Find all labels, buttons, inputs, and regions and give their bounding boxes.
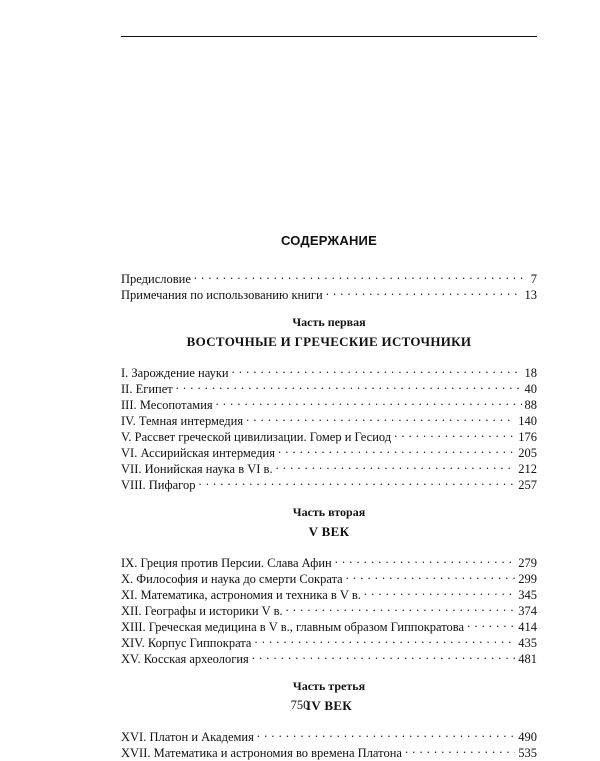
entry-label: VII. Ионийская наука в VI в. <box>121 462 273 476</box>
toc-entry <box>121 551 537 570</box>
entry-page: 88 <box>524 398 537 412</box>
entry-label: I. Зарождение науки <box>121 366 229 380</box>
entry-page: 481 <box>518 652 537 666</box>
entry-label: XV. Косская археология <box>121 652 249 666</box>
dot-leader <box>257 725 515 741</box>
entry-label: XIII. Греческая медицина в V в., главным образом Гиппократова <box>121 620 465 634</box>
entry-page: 374 <box>518 604 537 618</box>
entry-page: 279 <box>518 556 537 570</box>
top-rule <box>121 36 537 37</box>
part-caption: Часть третья <box>292 679 366 693</box>
dot-leader <box>346 567 516 583</box>
entry-page: 205 <box>518 446 537 460</box>
entry-page: 18 <box>524 366 537 380</box>
entry-page: 257 <box>518 478 537 492</box>
toc-title: СОДЕРЖАНИЕ <box>281 233 377 248</box>
dot-leader <box>405 741 515 757</box>
page-number: 750 <box>290 698 310 712</box>
entry-page: 435 <box>518 636 537 650</box>
dot-leader <box>232 361 522 377</box>
dot-leader <box>276 457 516 473</box>
entry-page: 299 <box>518 572 537 586</box>
entry-label: IV. Темная интермедия <box>121 414 244 428</box>
part-title: IV ВЕК <box>305 698 353 713</box>
dot-leader <box>467 615 515 631</box>
dot-leader <box>254 631 515 647</box>
dot-leader <box>198 473 515 489</box>
toc-entry <box>121 725 537 744</box>
dot-leader <box>364 583 515 599</box>
dot-leader <box>278 441 515 457</box>
entry-page: 535 <box>518 746 537 760</box>
dot-leader <box>394 425 515 441</box>
entry-page: 345 <box>518 588 537 602</box>
part-title: V ВЕК <box>308 524 350 539</box>
part-section <box>121 505 537 666</box>
dot-leader <box>326 283 522 299</box>
entry-label: III. Месопотамия <box>121 398 213 412</box>
entry-label: XII. Географы и историки V в. <box>121 604 283 618</box>
toc-entry <box>121 267 537 286</box>
entry-label: XVI. Платон и Академия <box>121 730 254 744</box>
part-caption: Часть вторая <box>292 505 366 519</box>
dot-leader <box>246 409 515 425</box>
entry-page: 414 <box>518 620 537 634</box>
dot-leader <box>286 599 516 615</box>
front-matter-list <box>121 267 537 302</box>
toc-entry <box>121 377 537 396</box>
entry-page: 40 <box>524 382 537 396</box>
part-title: ВОСТОЧНЫЕ И ГРЕЧЕСКИЕ ИСТОЧНИКИ <box>186 334 472 349</box>
entry-label: XI. Математика, астрономия и техника в V в. <box>121 588 361 602</box>
toc-entry <box>121 361 537 380</box>
dot-leader <box>176 377 522 393</box>
entry-page: 490 <box>518 730 537 744</box>
part-section <box>121 315 537 492</box>
dot-leader <box>216 393 522 409</box>
dot-leader <box>335 551 516 567</box>
entry-label: XVII. Математика и астрономия во времена Платона <box>121 746 402 760</box>
entry-label: Примечания по использованию книги <box>121 288 323 302</box>
entry-page: 140 <box>518 414 537 428</box>
part-section <box>121 679 537 760</box>
part-caption: Часть первая <box>292 315 366 329</box>
entry-page: 13 <box>524 288 537 302</box>
entry-label: Предисловие <box>121 272 191 286</box>
entry-page: 176 <box>518 430 537 444</box>
entry-label: V. Рассвет греческой цивилизации. Гомер и Гесиод <box>121 430 392 444</box>
dot-leader <box>194 267 528 283</box>
entry-page: 212 <box>518 462 537 476</box>
entry-label: XIV. Корпус Гиппократа <box>121 636 252 650</box>
dot-leader <box>252 647 515 663</box>
entry-label: II. Египет <box>121 382 173 396</box>
entry-label: X. Философия и наука до смерти Сократа <box>121 572 343 586</box>
entry-label: IX. Греция против Персии. Слава Афин <box>121 556 332 570</box>
table-of-contents <box>121 224 537 760</box>
entry-label: VI. Ассирийская интермедия <box>121 446 275 460</box>
entry-label: VIII. Пифагор <box>121 478 196 492</box>
entry-page: 7 <box>530 272 537 286</box>
toc-entry <box>121 393 537 412</box>
